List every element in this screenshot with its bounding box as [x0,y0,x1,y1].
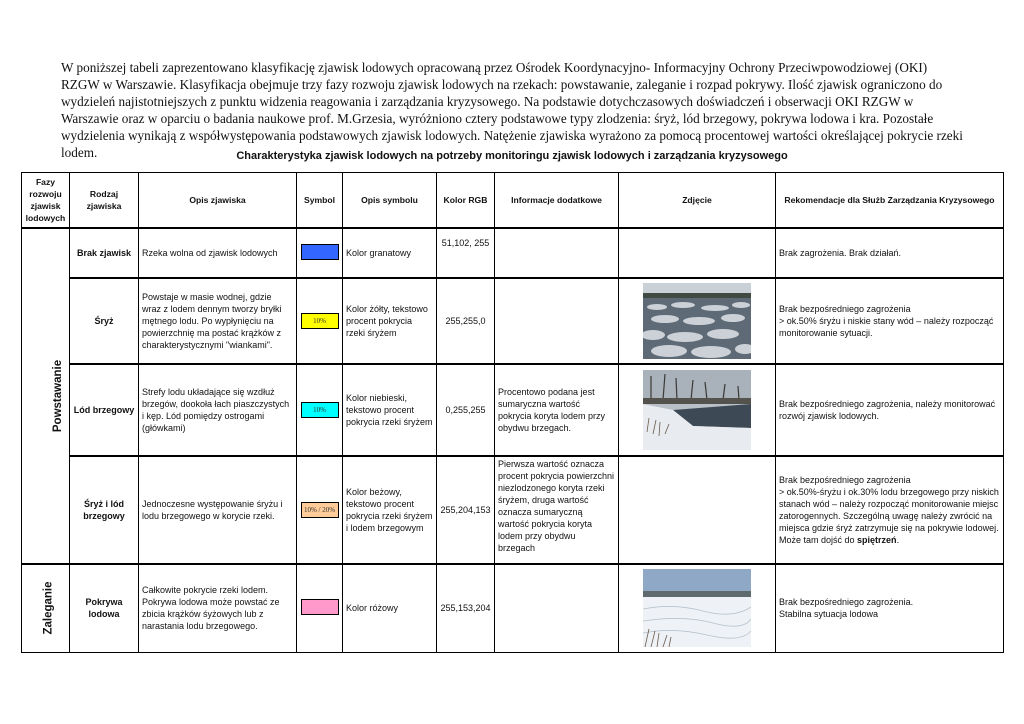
kind-cell: Brak zjawisk [70,228,139,278]
symbol-swatch [301,244,339,260]
symbol-cell [297,228,343,278]
recommendation-cell [776,456,1004,564]
rgb-cell: 0,255,255 [437,364,495,456]
recommendation-cell: Brak bezpośredniego zagrożenia, należy monitorować rozwój zjawisk lodowych. [776,364,1004,456]
table-row [22,228,1004,278]
symbol-desc-cell: Kolor niebieski, tekstowo procent pokrycia rzeki śryżem [343,364,437,456]
phase-cell-powstawanie [22,228,70,564]
header-photo: Zdjęcie [619,173,776,229]
river-slush-photo [643,283,751,359]
recommendation-text: Brak bezpośredniego zagrożenia. Stabilna sytuacja lodowa [779,597,914,620]
table-row [22,456,1004,564]
info-cell: Procentowo podana jest sumaryczna wartość pokrycia koryta lodem przy obydwu brzegach. [495,364,619,456]
recommendation-cell: Brak zagrożenia. Brak działań. [776,228,1004,278]
symbol-swatch: 10% / 20% [301,502,339,518]
symbol-cell [297,456,343,564]
recommendation-text: Brak bezpośredniego zagrożenia > ok.50% śryżu i niskie stany wód – należy rozpocząć monitorowanie sytuacji. [779,304,994,338]
symbol-desc-cell: Kolor żółty, tekstowo procent pokrycia rzeki śryżem [343,278,437,364]
symbol-desc-cell: Kolor różowy [343,564,437,652]
recommendation-text: Brak bezpośredniego zagrożenia > ok.50%-śryżu i ok.30% lodu brzegowego przy niskich stanach wód – należy rozpocząć monitorowanie miejsc zatorogennych. Szczególną uwagę należy zwrócić na miejsca gdzie śryż zatrzymuje się na pokrywie lodowej. Może tam dojść do [779,475,999,545]
phase-label: Powstawanie [52,359,65,433]
symbol-cell [297,278,343,364]
header-symbol-desc: Opis symbolu [343,173,437,229]
table-row [22,364,1004,456]
header-symbol: Symbol [297,173,343,229]
rgb-cell: 255,153,204 [437,564,495,652]
ice-phenomena-table [21,172,1004,653]
description-cell: Strefy lodu układające się wzdłuż brzegów, dookoła łach piaszczystych i kęp. Lód pomiędzy ostrogami (główkami) [139,364,297,456]
info-cell [495,564,619,652]
recommendation-cell [776,564,1004,652]
photo-cell [619,564,776,652]
header-phase: Fazy rozwoju zjawisk lodowych [22,173,70,229]
description-cell: Jednoczesne występowanie śryżu i lodu brzegowego w korycie rzeki. [139,456,297,564]
kind-cell: Śryż i lód brzegowy [70,456,139,564]
symbol-swatch: 10% [301,402,339,418]
header-rgb: Kolor RGB [437,173,495,229]
header-info: Informacje dodatkowe [495,173,619,229]
symbol-desc-cell: Kolor beżowy, tekstowo procent pokrycia rzeki śryżem i lodem brzegowym [343,456,437,564]
table-row [22,564,1004,652]
photo-cell [619,228,776,278]
intro-paragraph: W poniższej tabeli zaprezentowano klasyfikację zjawisk lodowych opracowaną przez Ośrodek Koordynacyjno- Informacyjny Ochrony Przeciwpowodziowej (OKI) RZGW w Warszawie. Klasyfikacja obejmuje trzy fazy rozwoju zjawisk lodowych na rzekach: powstawanie, zaleganie i rozpad pokrywy. Ilość zjawisk ograniczono do wydzieleń najistotniejszych z punktu widzenia reagowania i zarządzania kryzysowego. Na podstawie dotychczasowych doświadczeń i obserwacji OKI RZGW w Warszawie oraz w oparciu o badania naukowe prof. M.Grzesia, wyróżniono cztery podstawowe typy zlodzenia: śryż, lód brzegowy, pokrywa lodowa i kra. Pozostałe wydzielenia wynikają z współwystępowania podstawowych zjawisk lodowych. Natężenie zjawiska wyrażono za pomocą procentowej wartości określającej pokrycie rzeki lodem. [61,60,963,160]
photo-cell [619,456,776,564]
description-cell: Rzeka wolna od zjawisk lodowych [139,228,297,278]
info-cell [495,278,619,364]
rgb-cell: 255,204,153 [437,456,495,564]
table-title: Charakterystyka zjawisk lodowych na potrzeby monitoringu zjawisk lodowych i zarządzania kryzysowego [236,150,788,162]
recommendation-end: . [896,535,900,545]
shore-ice-photo [643,370,751,450]
photo-cell [619,364,776,456]
description-cell: Powstaje w masie wodnej, gdzie wraz z lodem dennym tworzy bryłki mętnego lodu. Po wypłynięciu na powierzchnię ma postać krążków z charakterystycznymi "wiankami". [139,278,297,364]
symbol-cell [297,564,343,652]
kind-cell: Pokrywa lodowa [70,564,139,652]
info-cell [495,228,619,278]
rgb-cell: 51,102, 255 [437,228,495,278]
kind-cell: Lód brzegowy [70,364,139,456]
table-row [22,278,1004,364]
symbol-swatch [301,599,339,615]
header-recommendation: Rekomendacje dla Służb Zarządzania Kryzysowego [776,173,1004,229]
info-cell: Pierwsza wartość oznacza procent pokrycia powierzchni niezlodzonego koryta rzeki śryżem, druga wartość oznacza sumaryczną wartość pokrycia koryta lodem przy obydwu brzegach [495,456,619,564]
symbol-desc-cell: Kolor granatowy [343,228,437,278]
recommendation-cell [776,278,1004,364]
recommendation-emphasis: spiętrzeń [857,535,897,545]
rgb-cell: 255,255,0 [437,278,495,364]
phase-label: Zaleganie [42,581,55,635]
description-cell: Całkowite pokrycie rzeki lodem. Pokrywa lodowa może powstać ze zbicia krążków śyżowych lub z narastania lodu brzegowego. [139,564,297,652]
symbol-swatch: 10% [301,313,339,329]
header-row [22,173,1004,229]
symbol-cell [297,364,343,456]
photo-cell [619,278,776,364]
ice-cover-photo [643,569,751,647]
phase-cell-zaleganie [22,564,70,652]
header-kind: Rodzaj zjawiska [70,173,139,229]
header-description: Opis zjawiska [139,173,297,229]
kind-cell: Śryż [70,278,139,364]
